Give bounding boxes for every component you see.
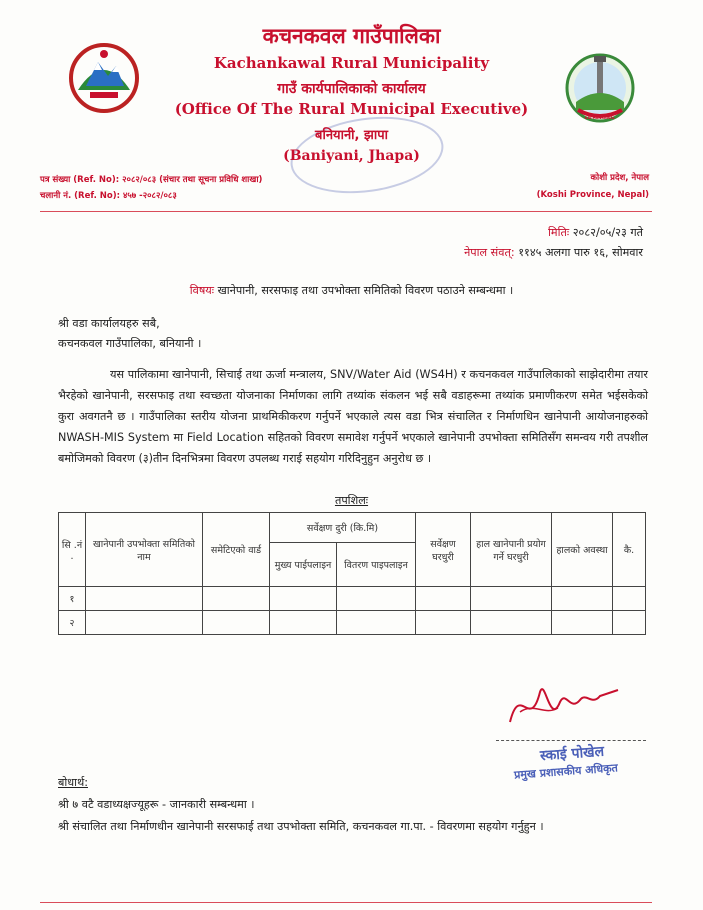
col-ward: समेटिएको वार्ड xyxy=(203,513,270,587)
nepal-samvat-line xyxy=(464,242,643,263)
row-number: १ xyxy=(59,587,86,611)
nepal-samvat-label: नेपाल संवत्: xyxy=(464,246,515,259)
col-sn: सि .नं . xyxy=(59,513,86,587)
office-title-np: गाउँ कार्यपालिकाको कार्यालय xyxy=(277,81,426,97)
nepal-samvat-value: ११४५ अलगा पारु १६, सोमवार xyxy=(518,246,643,259)
col-survey-households: सर्वेक्षण घरधुरी xyxy=(416,513,471,587)
dispatch-number: चलानी नं. (Ref. No): ४५७ -२०८२/०८३ xyxy=(40,191,177,201)
cc-line-2: श्री संचालित तथा निर्माणधीन खानेपानी सरसफाई तथा उपभोक्ता समिति, कचनकवल गा.पा. - विवरणमा सहयोग गर्नुहुन । xyxy=(58,820,544,833)
col-main-pipeline: मुख्य पाईपलाइन xyxy=(270,543,337,587)
date-label: मितिः xyxy=(548,226,570,239)
col-status: हालको अवस्था xyxy=(552,513,613,587)
date-line xyxy=(548,222,643,243)
cc-label: बोधार्थ: xyxy=(58,776,88,789)
recipient-line-2: कचनकवल गाउँपालिका, बनियानी । xyxy=(58,337,202,350)
col-survey-length: सर्वेक्षण दुरी (कि.मि) xyxy=(270,513,416,543)
subject-line xyxy=(0,280,703,301)
signature-icon xyxy=(500,672,630,742)
address-en: (Baniyani, Jhapa) xyxy=(283,148,420,164)
table-row xyxy=(59,587,646,611)
municipality-title-np: कचनकवल गाउँपालिका xyxy=(262,24,441,48)
signature-line xyxy=(496,740,646,741)
col-committee: खानेपानी उपभोक्ता समितिको नाम xyxy=(86,513,203,587)
table-row xyxy=(59,611,646,635)
signatory-title: प्रमुख प्रशासकीय अधिकृत xyxy=(513,761,619,782)
details-table xyxy=(58,512,646,635)
municipality-title-en: Kachankawal Rural Municipality xyxy=(213,54,490,72)
province-en: (Koshi Province, Nepal) xyxy=(536,190,649,200)
date-value: २०८२/०५/२३ गते xyxy=(572,226,643,239)
table-caption: तपशिलः xyxy=(334,494,369,507)
signatory-name: स्काई पोखेल xyxy=(539,743,605,765)
reference-number: पत्र संख्या (Ref. No): २०८२/०८३ (संचार तथा सूचना प्रविधि शाखा) xyxy=(40,175,263,185)
footer-divider xyxy=(40,902,652,903)
subject-label: विषयः xyxy=(189,284,215,297)
cc-line-1: श्री ७ वटै वडाध्यक्षज्यूहरू - जानकारी सम्बन्धमा । xyxy=(58,798,255,811)
subject-text: खानेपानी, सरसफाइ तथा उपभोक्ता समितिको विवरण पठाउने सम्बन्धमा । xyxy=(217,284,514,297)
row-number: २ xyxy=(59,611,86,635)
col-remarks: कै. xyxy=(613,513,646,587)
recipient-line-1: श्री वडा कार्यालयहरु सबै, xyxy=(58,317,160,330)
body-paragraph: यस पालिकामा खानेपानी, सिचाई तथा ऊर्जा मन्त्रालय, SNV/Water Aid (WS4H) र कचनकवल गाउँपालिकाको साझेदारीमा तयार भैरहेको खानेपानी, सरसफाइ तथा स्वच्छता योजनाका निर्माणका लागि तथ्यांक संकलन भई सबै वडाहरूमा तथ्यांक प्रमाणीकरण समेत भईसकेको कुरा अवगतनै छ । गाउँपालिका स्तरीय योजना प्राथमिकीकरण गर्नुपर्ने भएकाले त्यस वडा भित्र संचालित र निर्माणधिन खानेपानी आयोजनाहरुको NWASH-MIS System मा Field Location सहितको विवरण समावेश गर्नुपर्ने भएकाले खानेपानी उपभोक्ता समितिसँग समन्वय गरी तपशील बमोजिमको विवरण (३)तीन दिनभित्रमा विवरण उपलब्ध गराई सहयोग गरिदिनुहुन अनुरोध छ । xyxy=(58,368,648,465)
header-divider xyxy=(40,211,652,212)
address-np: बनियानी, झापा xyxy=(315,128,388,143)
col-distribution-pipeline: वितरण पाइपलाइन xyxy=(337,543,416,587)
office-title-en: (Office Of The Rural Municipal Executive) xyxy=(174,100,529,118)
municipality-seal-text: KACHANKAWAL xyxy=(584,116,616,120)
col-current-households: हाल खानेपानी प्रयोग गर्ने घरधुरी xyxy=(471,513,552,587)
province-np: कोशी प्रदेश, नेपाल xyxy=(590,173,649,183)
